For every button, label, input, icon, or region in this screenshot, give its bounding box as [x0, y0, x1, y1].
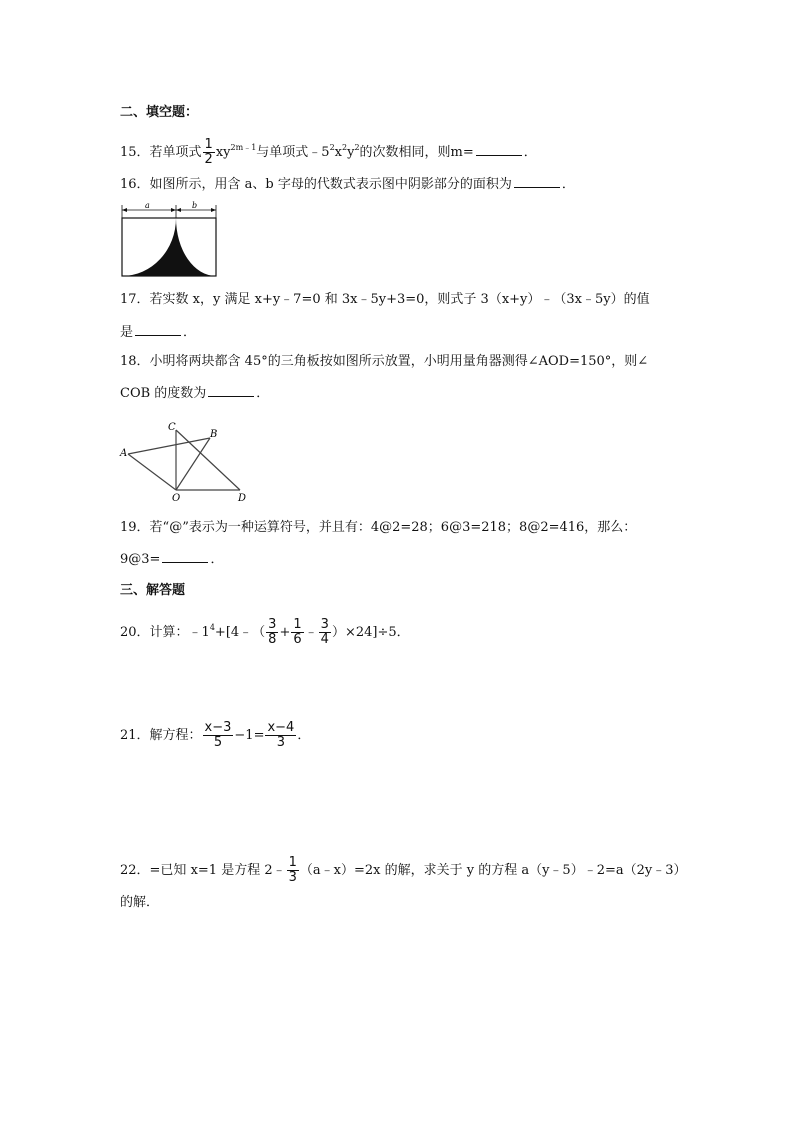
fraction-1-3: $\frac{1}{3}$: [288, 855, 297, 885]
question-18-line-1: 18．小明将两块都含 45°的三角板按如图所示放置，小明用量角器测得∠AOD=150°，则∠: [120, 354, 649, 369]
question-20: 20．计算：$﹣1^4+[4﹣$（ $\frac{3}{8}$ + $\frac{1}{6}$ ﹣ $\frac{3}{4}$ ）×24]÷5．: [120, 617, 410, 647]
question-22-line-2: 的解．: [120, 895, 160, 910]
label-b: b: [192, 201, 198, 210]
section-solutions-title: 三、解答题: [120, 583, 186, 598]
question-19-line-2: 9@3= ．: [120, 552, 224, 567]
answer-blank-19: [162, 550, 208, 563]
answer-blank-15: [476, 143, 522, 156]
point-A-label: A: [120, 448, 128, 459]
segment-AB: [128, 438, 210, 454]
point-B-label: B: [210, 429, 218, 440]
fraction-x-3-over-5: $\frac{x-3}{5}$: [204, 720, 232, 750]
point-D-label: D: [238, 493, 247, 504]
question-19-line-1: 19．若“@”表示为一种运算符号，并且有：4@2=28；6@3=218；8@2=416，那么：: [120, 520, 637, 535]
question-16: 16．如图所示，用含 a、b 字母的代数式表示图中阴影部分的面积为 ．: [120, 177, 575, 192]
answer-blank-18: [208, 384, 254, 397]
question-15: 15．若单项式 $\frac{1}{2}$ $xy^{2m﹣1}$与单项式$﹣5^2x^2y^2$的次数相同，则m= ．: [120, 137, 537, 167]
fraction-3-4: $\frac{3}{4}$: [320, 617, 329, 647]
label-a: a: [145, 201, 150, 210]
answer-blank-17: [135, 323, 181, 336]
shaded-area-figure: [118, 200, 222, 280]
fraction-3-8: $\frac{3}{8}$: [268, 617, 277, 647]
section-fill-in-title: 二、填空题：: [120, 105, 199, 120]
question-22-line-1: 22．=已知 x=1 是方程 2﹣ $\frac{1}{3}$ （a﹣x）=2x 的解，求关于 y 的方程 a（y﹣5）﹣2=a（2y﹣3）: [120, 855, 687, 885]
point-C-label: C: [168, 422, 176, 433]
question-17-line-2: 是 ．: [120, 325, 197, 340]
question-21: 21．解方程： $\frac{x-3}{5}$ −1= $\frac{x-4}{3}$ ．: [120, 720, 311, 750]
point-O-label: O: [172, 493, 181, 504]
fraction-1-6: $\frac{1}{6}$: [293, 617, 302, 647]
fraction-x-4-over-3: $\frac{x-4}{3}$: [267, 720, 295, 750]
fraction-half: $\frac{1}{2}$: [204, 137, 213, 167]
question-18-line-2: COB 的度数为 ．: [120, 386, 270, 401]
question-17-line-1: 17．若实数 x，y 满足 x+y﹣7=0 和 3x﹣5y+3=0，则式子 3（x+y）﹣（3x﹣5y）的值: [120, 292, 650, 307]
segment-AO: [128, 454, 176, 490]
answer-blank-16: [514, 175, 560, 188]
triangle-boards-figure: [116, 418, 256, 504]
